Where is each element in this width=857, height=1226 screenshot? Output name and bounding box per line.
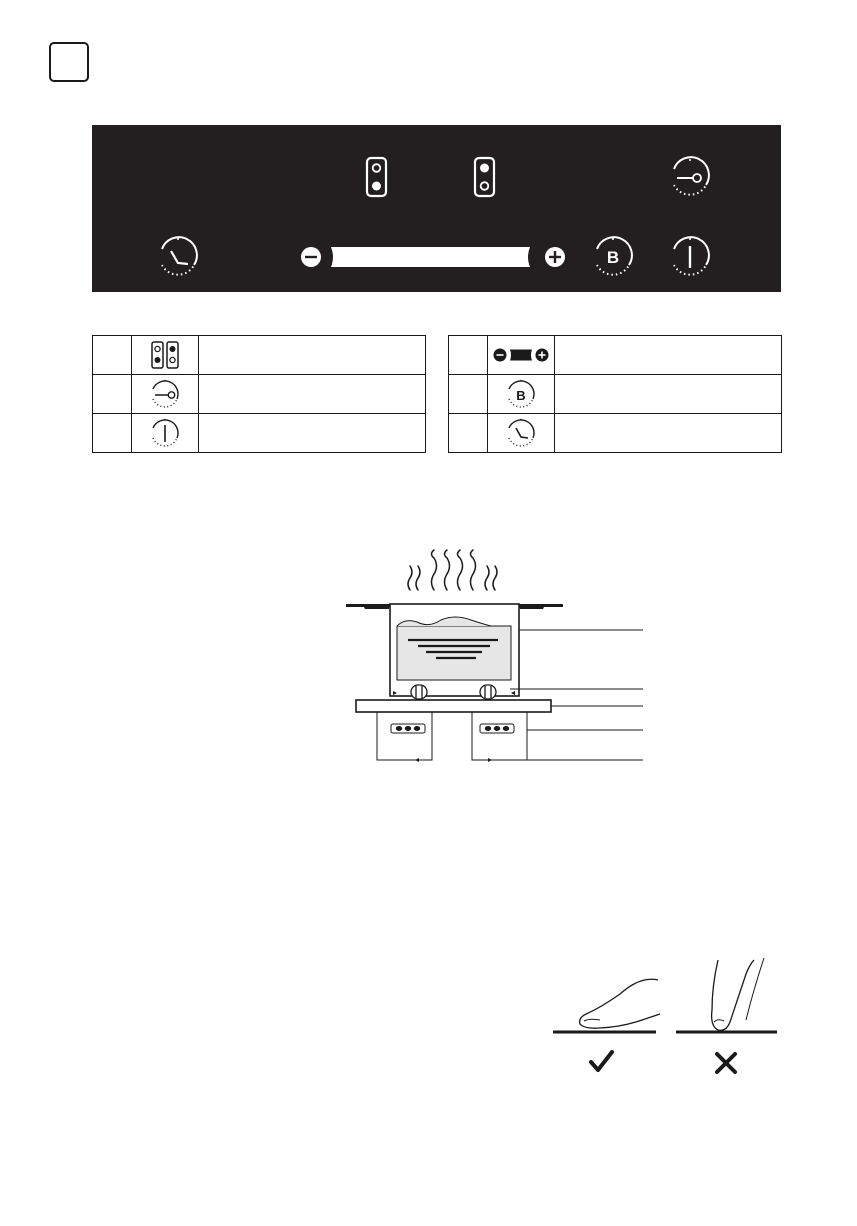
touch-guide-diagram: [550, 958, 780, 1083]
lock-icon[interactable]: [674, 157, 709, 195]
control-unit-icon: [377, 712, 527, 762]
cooking-zones-icon: [144, 340, 186, 370]
plus-icon[interactable]: [545, 247, 565, 267]
legend-row: [93, 375, 426, 414]
page-marker-box: [49, 42, 89, 82]
cooking-zone-front-icon[interactable]: [367, 158, 386, 196]
timer-icon[interactable]: [162, 237, 197, 275]
check-icon: [591, 1052, 612, 1070]
finger-flat-icon: [553, 979, 660, 1032]
legend-row: [449, 414, 782, 453]
leader-lines: [510, 630, 643, 760]
finger-tip-icon: [676, 958, 777, 1032]
boost-letter: B: [606, 248, 620, 267]
power-icon[interactable]: [674, 237, 709, 275]
legend-row: [449, 336, 782, 375]
legend-table-left: [92, 335, 426, 453]
steam-icon: [408, 550, 497, 590]
legend-table-right: [448, 335, 782, 453]
boost-letter: B: [516, 388, 526, 403]
legend-row: [449, 375, 782, 414]
boost-icon: [504, 377, 538, 411]
cookware-icon: [390, 604, 519, 696]
cooking-zone-rear-icon[interactable]: [475, 158, 494, 196]
legend-row: [93, 414, 426, 453]
lock-icon: [148, 377, 182, 411]
timer-icon: [504, 416, 538, 450]
slider-bar[interactable]: [331, 247, 530, 267]
cross-icon: [717, 1054, 735, 1072]
extractor-diagram: [330, 548, 650, 773]
control-panel: [92, 125, 781, 292]
power-icon: [148, 416, 182, 450]
slider-icon: [493, 345, 549, 365]
boost-icon[interactable]: [597, 237, 632, 275]
minus-icon[interactable]: [301, 247, 321, 267]
hob-surface: [356, 700, 551, 712]
legend-row: [93, 336, 426, 375]
